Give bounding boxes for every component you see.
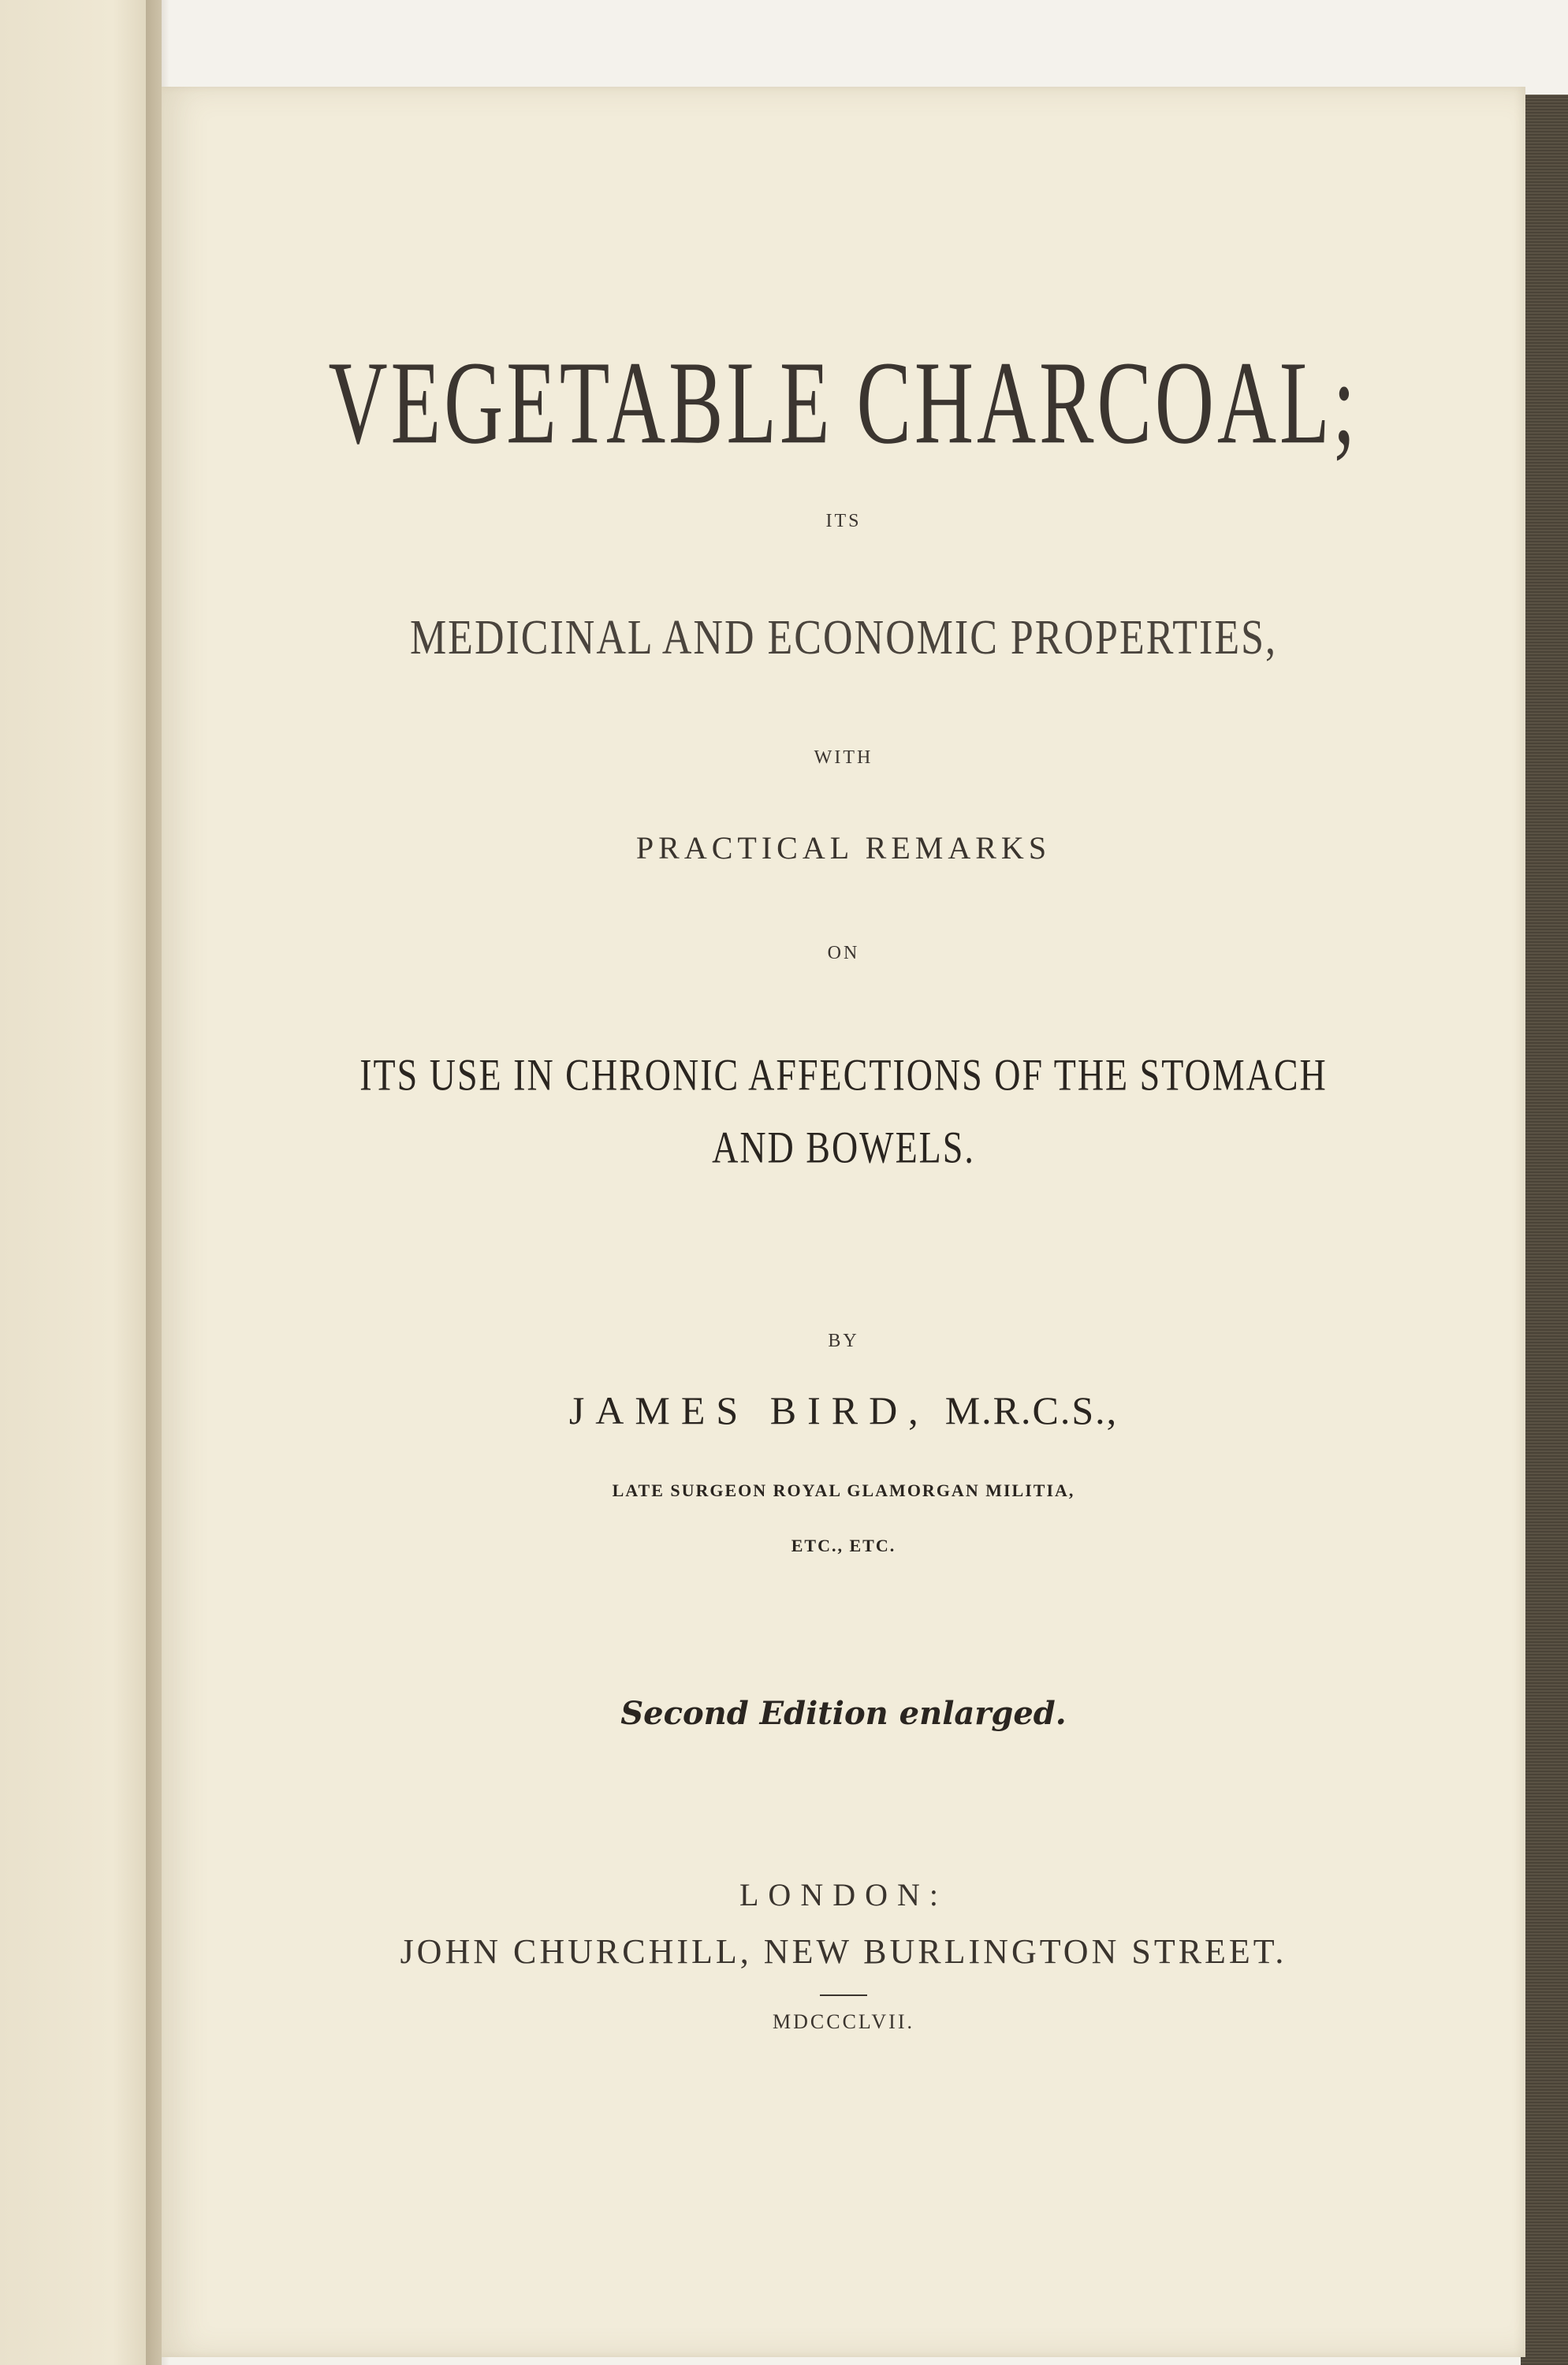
- publication-year: MDCCCLVII.: [772, 2010, 914, 2033]
- author-etc: ETC., ETC.: [791, 1536, 896, 1555]
- connector-by: BY: [828, 1331, 859, 1351]
- author-position: LATE SURGEON ROYAL GLAMORGAN MILITIA,: [612, 1480, 1075, 1500]
- use-line-2: AND BOWELS.: [712, 1122, 975, 1172]
- use-line-1: ITS USE IN CHRONIC AFFECTIONS OF THE STOMACH: [359, 1049, 1328, 1100]
- author: [162, 1387, 1525, 1433]
- connector-on: ON: [827, 943, 860, 963]
- divider-rule: [820, 1994, 867, 1996]
- publication-place: LONDON:: [739, 1877, 948, 1912]
- title-page: [162, 87, 1525, 2357]
- book-subtitle: MEDICINAL AND ECONOMIC PROPERTIES,: [409, 611, 1278, 665]
- author-degree: M.R.C.S.,: [944, 1388, 1119, 1432]
- practical-remarks: PRACTICAL REMARKS: [635, 830, 1052, 866]
- connector-its: ITS: [825, 511, 862, 531]
- left-page: [0, 0, 162, 2365]
- publisher: JOHN CHURCHILL, NEW BURLINGTON STREET.: [400, 1932, 1287, 1971]
- author-name: JAMES BIRD,: [568, 1388, 929, 1432]
- book-cover-edge: [1521, 95, 1568, 2365]
- book-title: VEGETABLE CHARCOAL;: [328, 337, 1359, 469]
- connector-with: WITH: [814, 747, 873, 768]
- edition-note: Second Edition enlarged.: [620, 1695, 1067, 1732]
